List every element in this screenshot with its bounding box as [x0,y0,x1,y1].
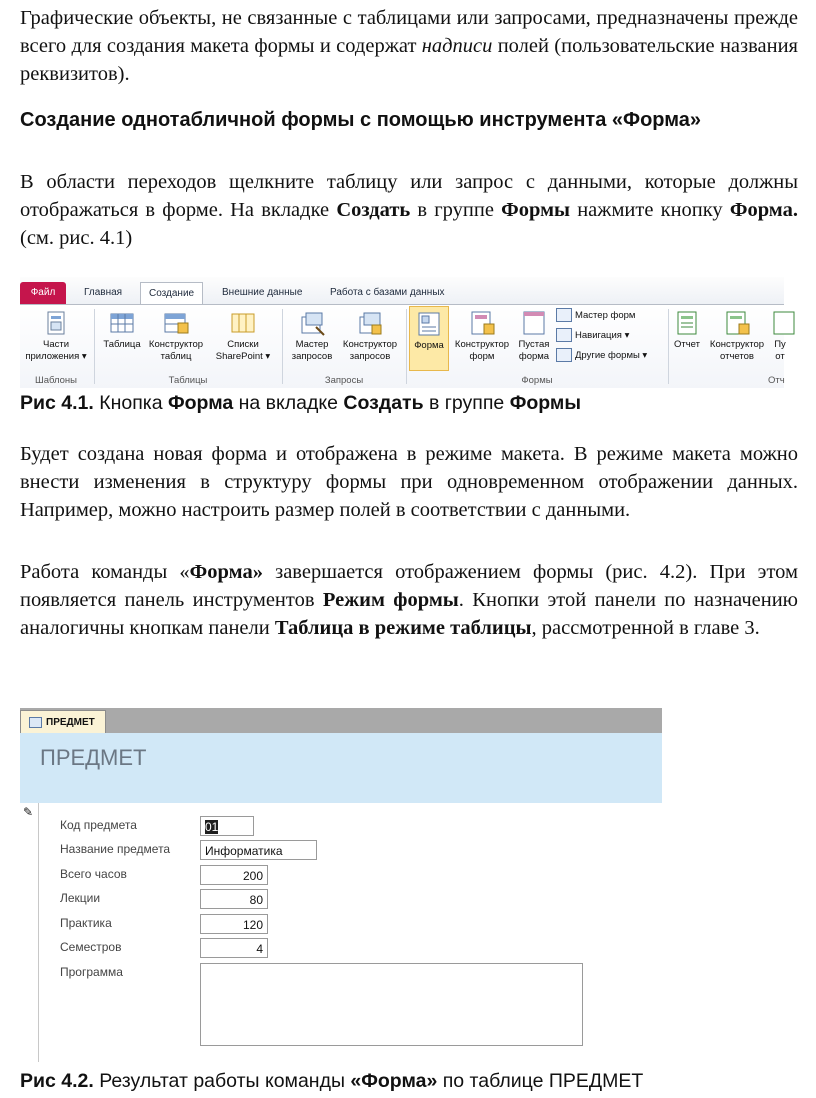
blank-report-button[interactable] [770,309,790,363]
sharepoint-icon [229,309,257,337]
p2-d: Формы [501,199,571,221]
tab-create[interactable]: Создание [140,282,203,305]
field-label: Лекции [60,891,101,905]
form-title: ПРЕДМЕТ [40,745,147,770]
group-reports: Отч [768,375,785,386]
paragraph-4 [20,558,798,642]
separator [94,309,95,384]
ribbon-body [20,304,784,388]
paragraph-1-end: полей (пользовательские названия реквизитов). [20,35,798,85]
group-queries: Запросы [324,375,364,386]
blank-form-label: Пустая форма [518,339,550,362]
blank-report-icon [770,309,798,337]
app-parts-icon [42,309,70,337]
p4-b: Форма» [189,561,263,583]
field-label: Код предмета [60,818,137,832]
table-button[interactable] [100,309,144,351]
separator [282,309,283,384]
field-name-input[interactable]: Информатика [200,840,317,860]
tab-external-data[interactable]: Внешние данные [222,287,303,298]
figure-caption-2 [20,1070,643,1093]
query-wizard-icon [298,309,326,337]
tab-database-tools[interactable]: Работа с базами данных [330,287,445,298]
tab-file[interactable]: Файл [20,282,66,304]
caption1-text: Кнопка [93,392,168,414]
caption1-text: на вкладке [233,392,344,414]
form-tab-bar [20,708,662,733]
query-wizard-label: Мастер запросов [291,339,333,362]
app-parts-button[interactable] [24,309,88,363]
field-label: Программа [60,965,123,979]
figure-caption-1 [20,392,581,415]
field-total-hours-input[interactable]: 200 [200,865,268,885]
caption1-bold: Формы [509,392,581,414]
blank-form-button[interactable] [514,309,554,363]
form-screenshot [20,708,662,1062]
form-tab-icon [29,717,42,728]
ribbon-screenshot [20,277,784,388]
caption1-bold: Форма [167,392,234,414]
p4-c: завершается отображением формы (рис. 4.2). При этом появляется панель инструментов [20,561,798,611]
caption1-text: в группе [423,392,510,414]
field-program-input[interactable] [200,963,583,1046]
group-forms: Формы [521,375,553,386]
table-designer-icon [162,309,190,337]
field-practice-input[interactable]: 120 [200,914,268,934]
report-label: Отчет [673,339,700,350]
tab-home[interactable]: Главная [84,287,123,298]
caption2-number: Рис 4.2. [20,1070,94,1092]
field-lectures-input[interactable]: 80 [200,889,268,909]
navigation-button[interactable] [556,328,629,342]
form-label: Форма [414,340,444,351]
paragraph-1 [20,4,798,88]
form-wizard-label: Мастер форм [575,309,636,321]
paragraph-3: Будет создана новая форма и отображена в режиме макета. В режиме макета можно внести изменения в структуру формы при одновременном отображении данных. Например, можно настроить размер полей в соответствии с данными. [20,443,798,521]
query-wizard-button[interactable] [286,309,338,363]
blank-form-icon [520,309,548,337]
other-forms-label: Другие формы ▾ [575,349,648,361]
other-forms-icon [556,348,572,362]
p4-f: Таблица в режиме таблицы [274,617,532,639]
report-button[interactable] [670,309,704,351]
field-code-input[interactable] [200,816,254,836]
p4-e: . Кнопки этой панели по назначению аналогичны кнопкам панели [20,589,798,639]
p2-b: Создать [336,199,411,221]
navigation-icon [556,328,572,342]
blank-report-label: Пу от [774,339,786,362]
p4-d: Режим формы [322,589,459,611]
form-icon [415,310,443,338]
other-forms-button[interactable] [556,348,647,362]
report-icon [673,309,701,337]
p2-g: (см. рис. 4.1) [20,227,133,249]
table-designer-button[interactable] [146,309,206,363]
form-tab-label: ПРЕДМЕТ [46,717,95,728]
query-designer-label: Конструктор запросов [342,339,398,362]
form-designer-label: Конструктор форм [454,339,510,362]
query-designer-button[interactable] [338,309,402,363]
form-wizard-icon [556,308,572,322]
report-designer-button[interactable] [706,309,768,363]
p2-a: В области переходов щелкните таблицу или запрос с данными, которые должны отображаться в форме. На вкладке [20,171,798,221]
p2-c: в группе [410,199,502,221]
caption1-number: Рис 4.1. [20,392,94,414]
field-label: Семестров [60,940,122,954]
form-header [20,733,662,803]
group-templates: Шаблоны [34,375,77,386]
p2-f: Форма. [729,199,799,221]
sharepoint-label: Списки SharePoint ▾ [215,339,271,362]
query-designer-icon [356,309,384,337]
field-label: Название предмета [60,842,171,856]
separator [668,309,669,384]
form-button[interactable] [409,306,449,371]
record-selector[interactable] [20,803,39,1062]
form-designer-icon [468,309,496,337]
ribbon-tabs [20,277,784,304]
section-heading: Создание однотабличной формы с помощью инструмента «Форма» [20,109,702,131]
separator [406,309,407,384]
p4-a: Работа команды « [20,561,190,583]
caption2-text: Результат работы команды [93,1070,351,1092]
paragraph-2 [20,168,798,252]
sharepoint-lists-button[interactable] [210,309,276,363]
form-tab[interactable] [20,710,106,733]
form-designer-button[interactable] [450,309,514,363]
caption1-bold: Создать [343,392,424,414]
field-label: Всего часов [60,867,127,881]
report-designer-label: Конструктор отчетов [709,339,765,362]
table-icon [108,309,136,337]
field-label: Практика [60,916,112,930]
p4-g: , рассмотренной в главе 3. [531,617,760,639]
caption2-bold: «Форма» [350,1070,438,1092]
report-designer-icon [723,309,751,337]
field-semesters-input[interactable]: 4 [200,938,268,958]
form-wizard-button[interactable] [556,308,635,322]
app-parts-label: Части приложения ▾ [25,339,87,362]
field-code-value: 01 [205,820,219,834]
table-designer-label: Конструктор таблиц [148,339,204,362]
paragraph-1-italic: надписи [421,35,493,57]
navigation-label: Навигация ▾ [575,329,630,341]
paragraph-1-text: Графические объекты, не связанные с таблицами или запросами, предназначены прежде всего для создания макета формы и содержат [20,7,798,57]
pencil-icon: ✎ [23,805,34,819]
group-tables: Таблицы [168,375,208,386]
table-label: Таблица [103,339,141,350]
p2-e: нажмите кнопку [570,199,730,221]
caption2-text: по таблице ПРЕДМЕТ [437,1070,644,1092]
